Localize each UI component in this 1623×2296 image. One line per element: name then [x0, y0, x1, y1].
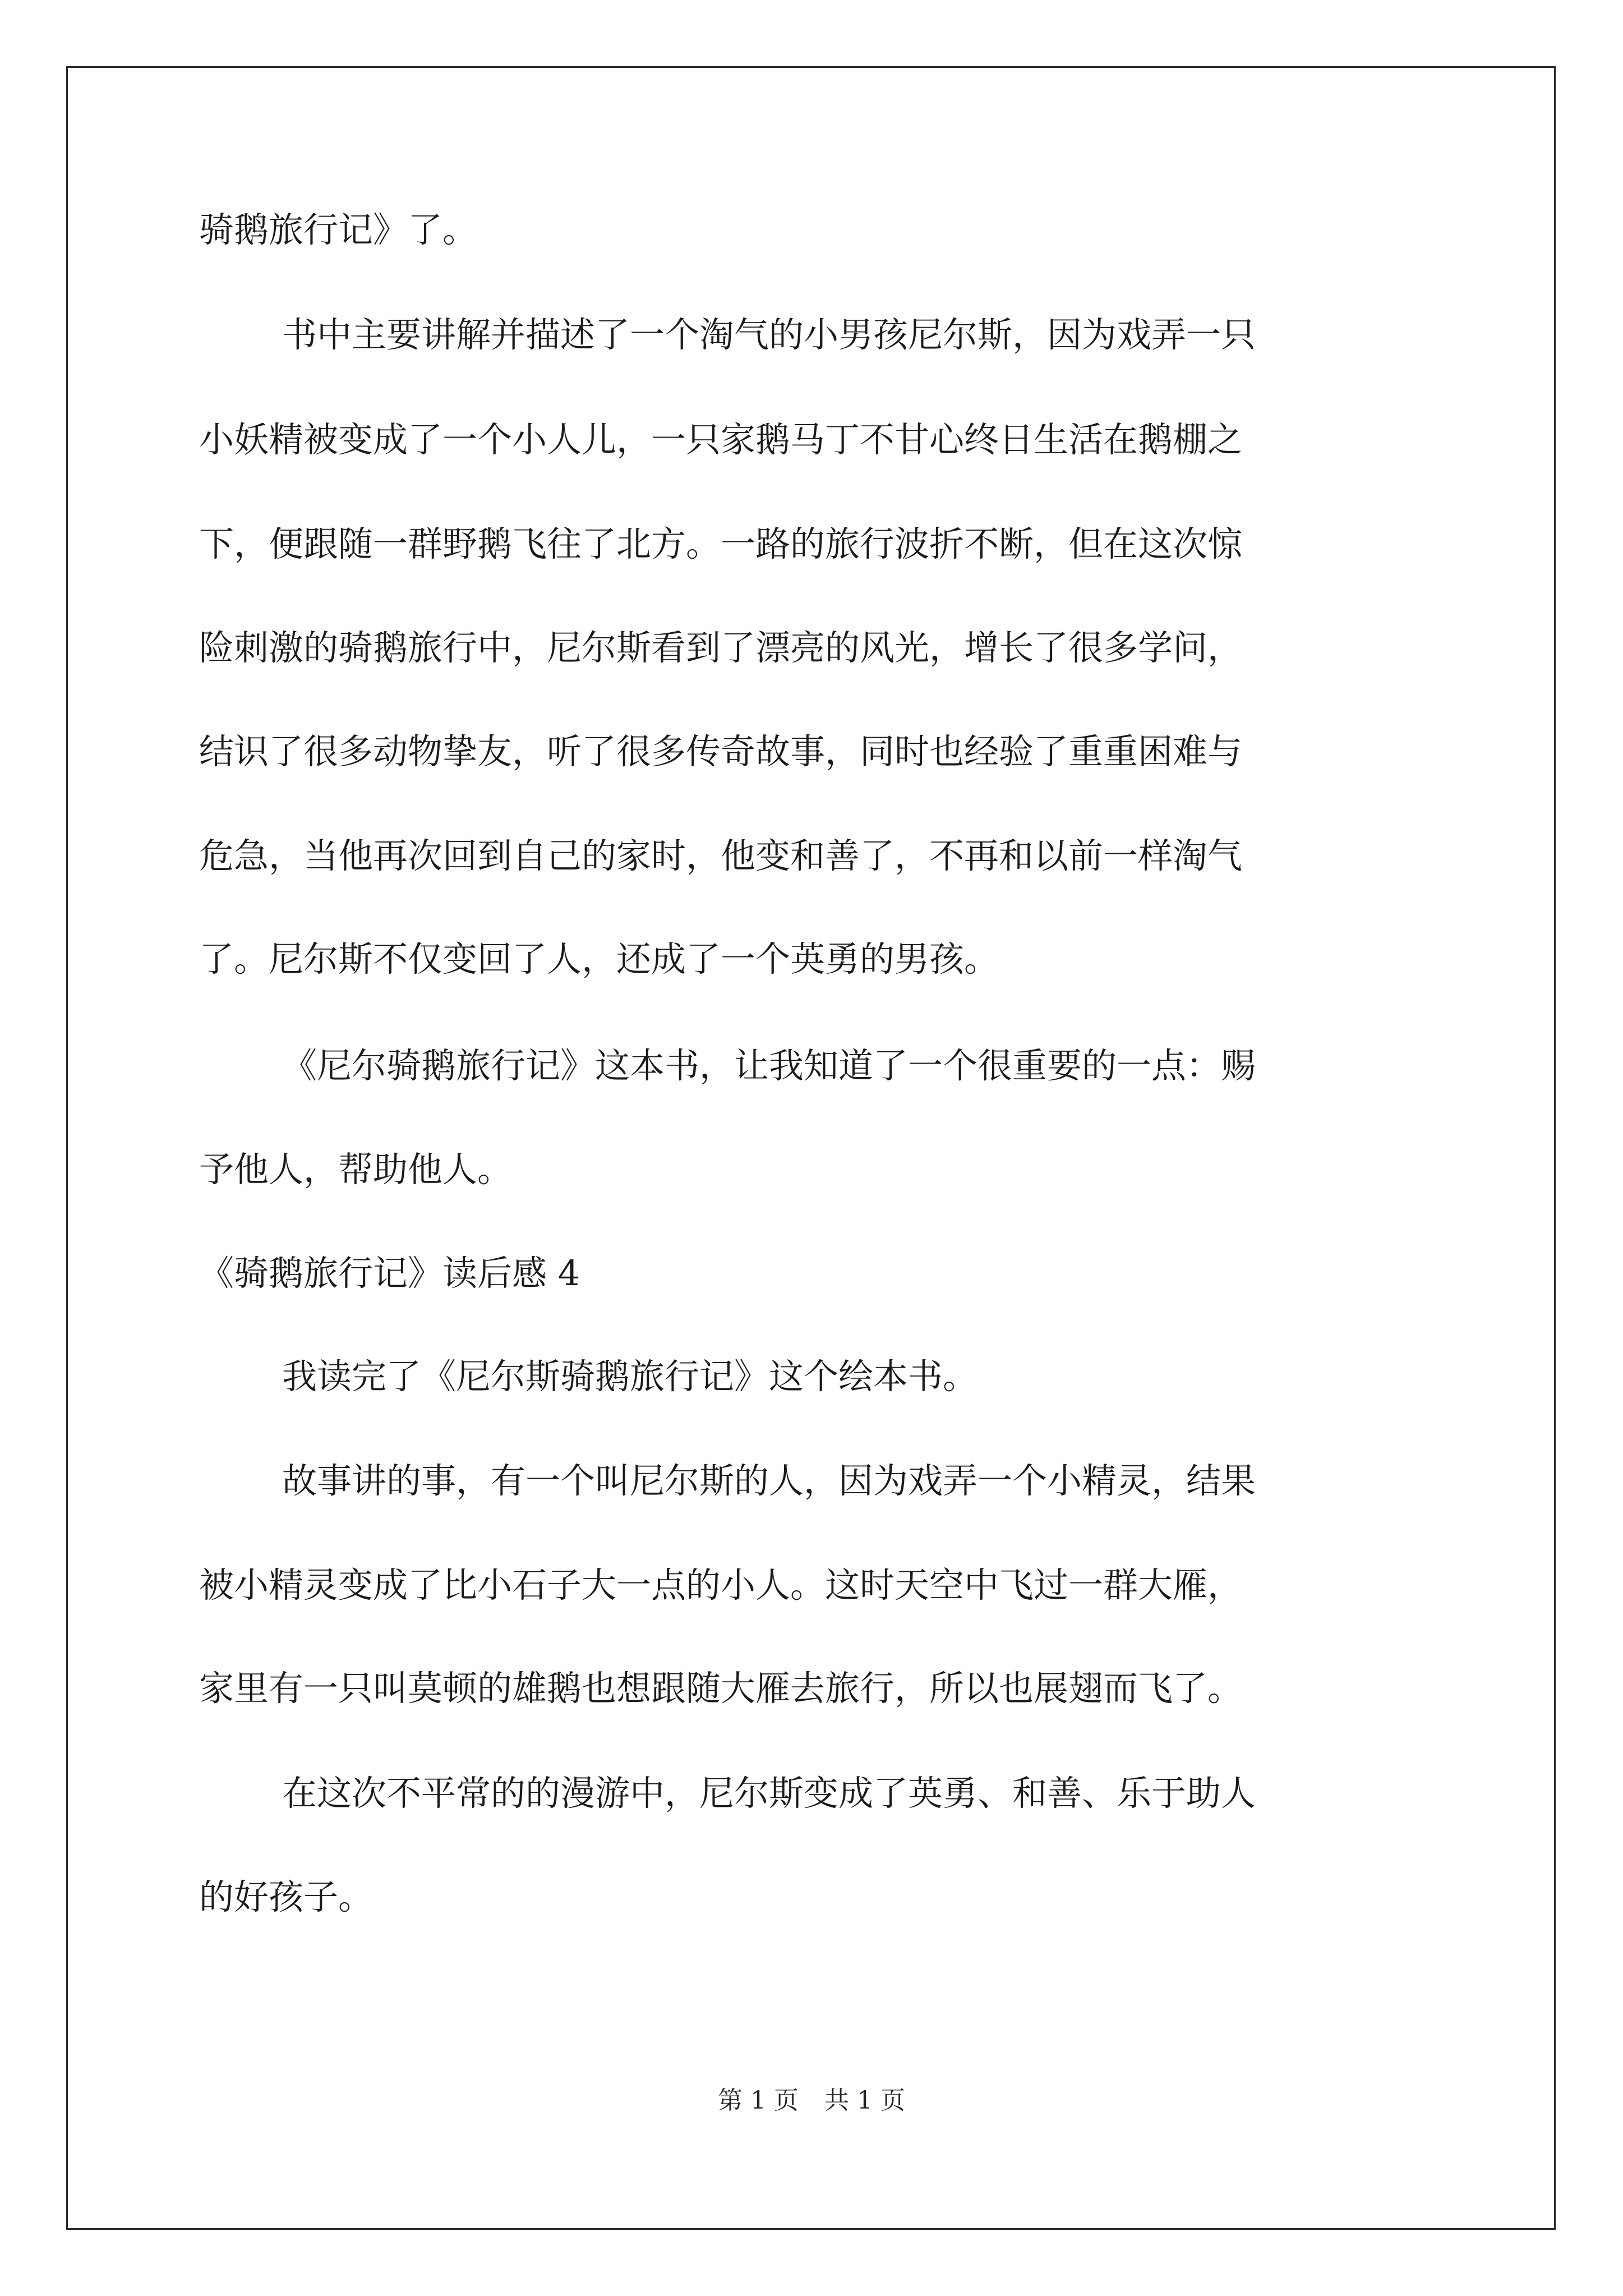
- page-number: 第 1 页: [718, 2086, 799, 2115]
- text-line: 险刺激的骑鹅旅行中，尼尔斯看到了漂亮的风光，增长了很多学问，: [199, 627, 1243, 668]
- text-line: 危急，当他再次回到自己的家时，他变和善了，不再和以前一样淘气: [199, 835, 1243, 876]
- text-line: 结识了很多动物挚友，听了很多传奇故事，同时也经验了重重困难与: [199, 731, 1243, 772]
- text-line: 故事讲的事，有一个叫尼尔斯的人，因为戏弄一个小精灵，结果: [282, 1460, 1256, 1501]
- section-heading: 《骑鹅旅行记》读后感 4: [199, 1253, 580, 1294]
- text-line: 在这次不平常的的漫游中，尼尔斯变成了英勇、和善、乐于助人: [282, 1773, 1256, 1814]
- text-line: 予他人，帮助他人。: [199, 1149, 513, 1190]
- text-line: 《尼尔骑鹅旅行记》这本书，让我知道了一个很重要的一点：赐: [282, 1045, 1256, 1086]
- text-line: 被小精灵变成了比小石子大一点的小人。这时天空中飞过一群大雁，: [199, 1565, 1243, 1605]
- text-line: 书中主要讲解并描述了一个淘气的小男孩尼尔斯，因为戏弄一只: [282, 314, 1256, 355]
- text-line: 小妖精被变成了一个小人儿，一只家鹅马丁不甘心终日生活在鹅棚之: [199, 419, 1243, 460]
- text-line: 下，便跟随一群野鹅飞往了北方。一路的旅行波折不断，但在这次惊: [199, 523, 1243, 564]
- text-line: 家里有一只叫莫顿的雄鹅也想跟随大雁去旅行，所以也展翅而飞了。: [199, 1668, 1243, 1709]
- text-line: 了。尼尔斯不仅变回了人，还成了一个英勇的男孩。: [199, 938, 999, 979]
- text-line: 骑鹅旅行记》了。: [199, 209, 478, 250]
- text-line: 我读完了《尼尔斯骑鹅旅行记》这个绘本书。: [282, 1356, 978, 1397]
- page-total: 共 1 页: [824, 2086, 905, 2115]
- text-line: 的好孩子。: [199, 1876, 374, 1917]
- page-footer: [0, 2084, 1623, 2118]
